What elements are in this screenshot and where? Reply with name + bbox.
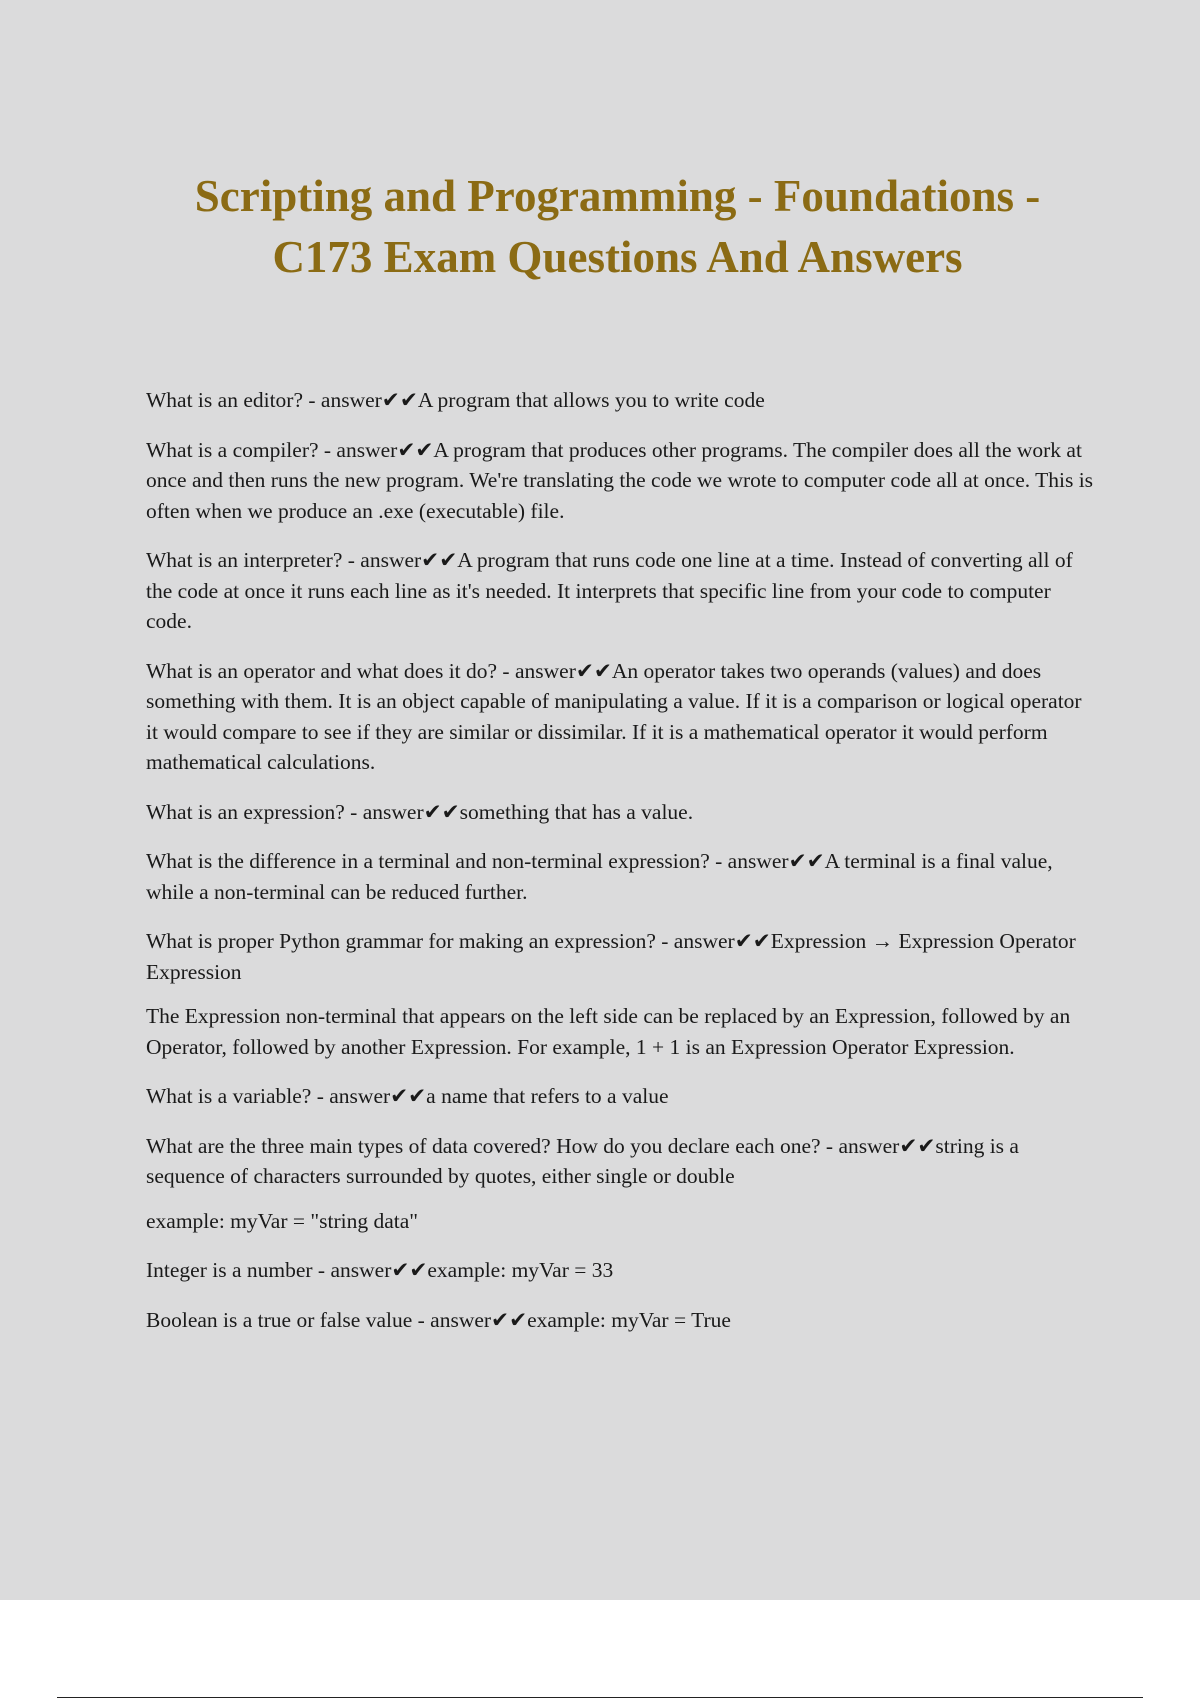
qa-paragraph: What is an operator and what does it do? - answer✔✔An operator takes two operands (values) and does something with them. It is an object capable of manipulating a value. If it is a comparison or logical operator it would compare to see if they are similar or dissimilar. If it is a mathematical operator it would perform mathematical calculations.	[146, 658, 1082, 774]
document-title	[100, 166, 1135, 288]
qa-content	[146, 385, 1096, 1354]
qa-paragraph: What is an interpreter? - answer✔✔A program that runs code one line at a time. Instead of converting all of the code at once it runs each line as it's needed. It interprets that specific line from your code to computer code.	[146, 548, 1073, 633]
qa-paragraph: What is a compiler? - answer✔✔A program that produces other programs. The compiler does all the work at once and then runs the new program. We're translating the code we wrote to computer code all at once. This is often when we produce an .exe (executable) file.	[146, 437, 1094, 523]
qa-paragraph: What is a variable? - answer✔✔a name that refers to a value	[146, 1084, 669, 1108]
qa-paragraph: What is proper Python grammar for making an expression? - answer✔✔Expression → Expression Operator Expression	[146, 929, 1076, 984]
qa-paragraph: Integer is a number - answer✔✔example: myVar = 33	[146, 1258, 614, 1282]
qa-paragraph: example: myVar = "string data"	[146, 1208, 419, 1233]
title-line-1: Scripting and Programming - Foundations -	[194, 171, 1041, 221]
title-line-2: C173 Exam Questions And Answers	[272, 232, 963, 282]
qa-paragraph: What is an expression? - answer✔✔something that has a value.	[146, 799, 694, 824]
qa-paragraph: What is an editor? - answer✔✔A program that allows you to write code	[146, 388, 765, 412]
page-footer-area	[0, 1600, 1200, 1700]
qa-paragraph: What are the three main types of data covered? How do you declare each one? - answer✔✔string is a sequence of characters surrounded by quotes, either single or double	[146, 1133, 1019, 1188]
qa-paragraph: The Expression non-terminal that appears on the left side can be replaced by an Expression, followed by an Operator, followed by another Expression. For example, 1 + 1 is an Expression Operator Expression.	[146, 1004, 1071, 1059]
qa-paragraph: What is the difference in a terminal and non-terminal expression? - answer✔✔A terminal is a final value, while a non-terminal can be reduced further.	[146, 849, 1053, 904]
footer-divider	[57, 1697, 1143, 1698]
qa-paragraph: Boolean is a true or false value - answer✔✔example: myVar = True	[146, 1307, 731, 1332]
